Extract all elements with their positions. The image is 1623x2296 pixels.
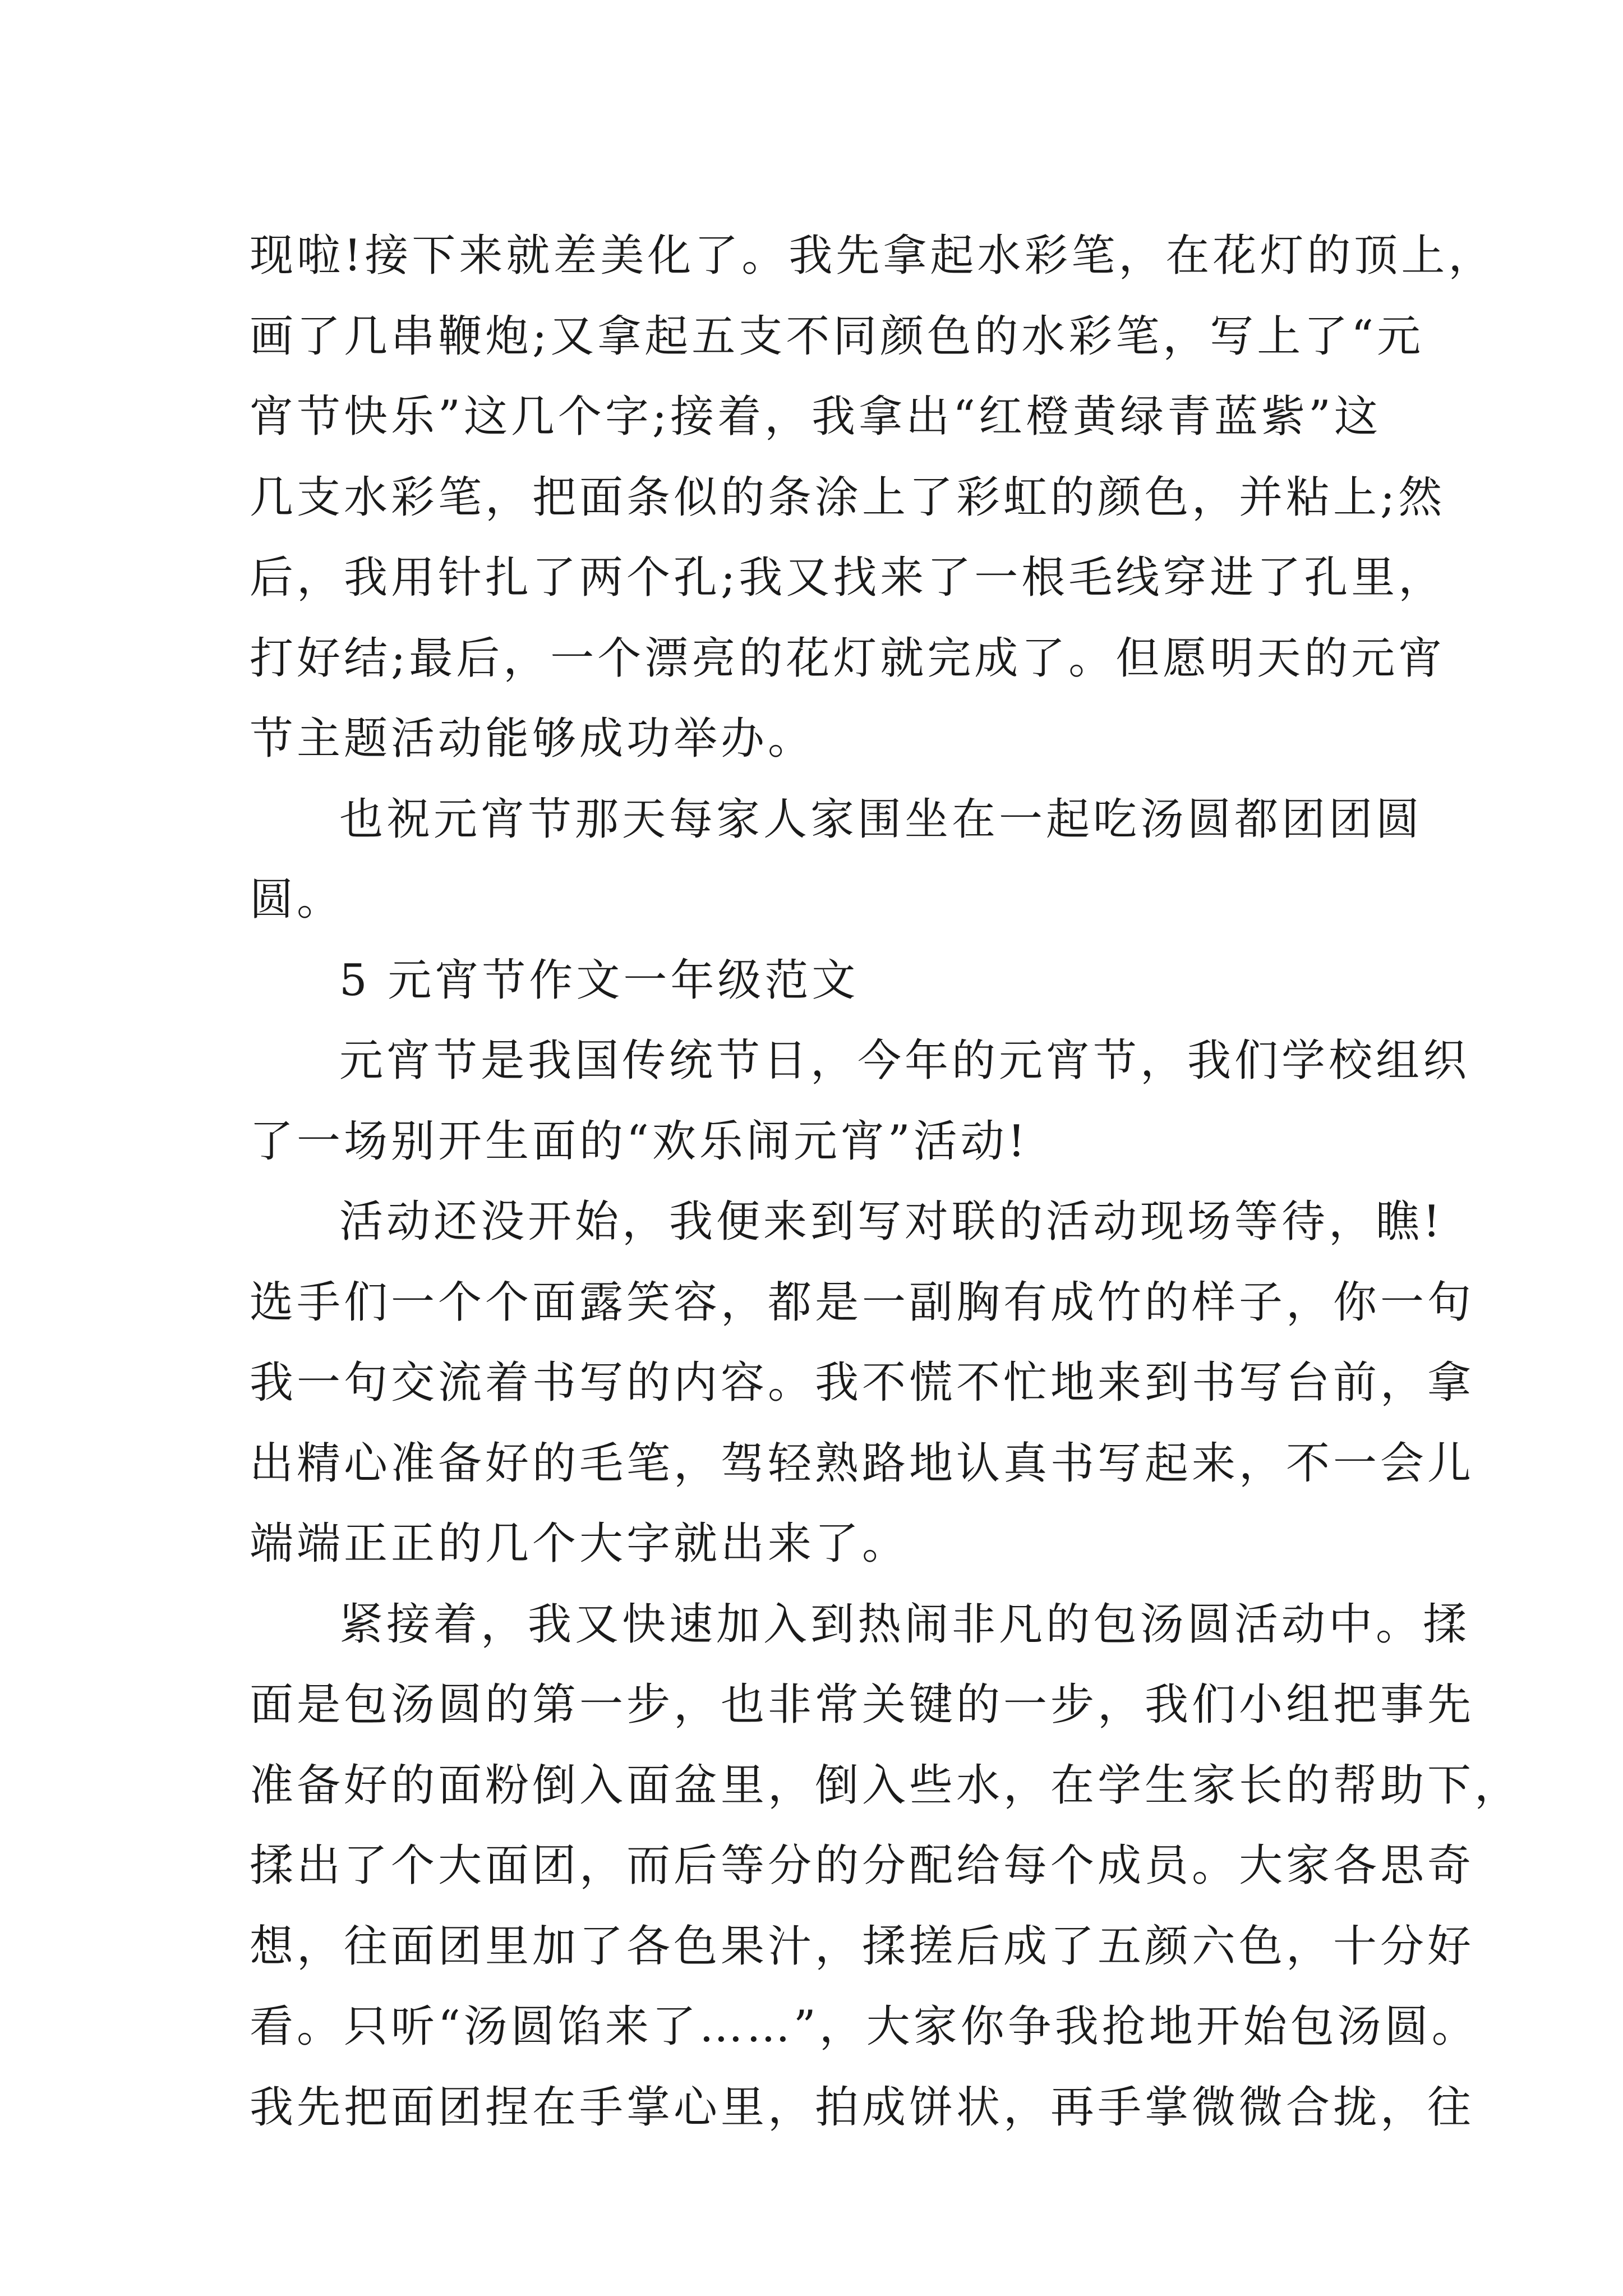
- text-line: 准备好的面粉倒入面盆里，倒入些水，在学生家长的帮助下，: [250, 1760, 1522, 1811]
- text-line: 宵节快乐”这几个字;接着，我拿出“红橙黄绿青蓝紫”这: [250, 392, 1381, 442]
- body-text: [250, 216, 1522, 2148]
- text-line: 面是包汤圆的第一步，也非常关键的一步，我们小组把事先: [250, 1680, 1475, 1730]
- text-line: 想，往面团里加了各色果汁，揉搓后成了五颜六色，十分好: [250, 1921, 1475, 1972]
- text-line: 选手们一个个面露笑容，都是一副胸有成竹的样子，你一句: [250, 1277, 1475, 1328]
- text-line: 5 元宵节作文一年级范文: [339, 955, 859, 1006]
- text-line: 出精心准备好的毛笔，驾轻熟路地认真书写起来，不一会儿: [250, 1438, 1475, 1489]
- text-line: 揉出了个大面团，而后等分的分配给每个成员。大家各思奇: [250, 1841, 1475, 1891]
- text-line: 圆。: [250, 875, 344, 925]
- text-line: 节主题活动能够成功举办。: [250, 714, 815, 764]
- text-line: 打好结;最后，一个漂亮的花灯就完成了。但愿明天的元宵: [250, 633, 1446, 684]
- text-line: 也祝元宵节那天每家人家围坐在一起吃汤圆都团团圆: [339, 794, 1423, 845]
- text-line: 端端正正的几个大字就出来了。: [250, 1519, 910, 1569]
- text-line: 后，我用针扎了两个孔;我又找来了一根毛线穿进了孔里，: [250, 553, 1446, 603]
- text-line: 看。只听“汤圆馅来了……”，大家你争我抢地开始包汤圆。: [250, 2001, 1479, 2052]
- text-line: 现啦!接下来就差美化了。我先拿起水彩笔，在花灯的顶上，: [250, 231, 1496, 281]
- text-line: 画了几串鞭炮;又拿起五支不同颜色的水彩笔，写上了“元: [250, 311, 1424, 362]
- text-line: 元宵节是我国传统节日，今年的元宵节，我们学校组织: [339, 1036, 1470, 1086]
- text-line: 我一句交流着书写的内容。我不慌不忙地来到书写台前，拿: [250, 1358, 1475, 1408]
- text-line: 了一场别开生面的“欢乐闹元宵”活动!: [250, 1116, 1029, 1167]
- text-line: 我先把面团捏在手掌心里，拍成饼状，再手掌微微合拢，往: [250, 2082, 1475, 2133]
- text-line: 紧接着，我又快速加入到热闹非凡的包汤圆活动中。揉: [339, 1599, 1470, 1650]
- text-line: 活动还没开始，我便来到写对联的活动现场等待，瞧!: [339, 1197, 1444, 1247]
- text-line: 几支水彩笔，把面条似的条涂上了彩虹的颜色，并粘上;然: [250, 472, 1446, 523]
